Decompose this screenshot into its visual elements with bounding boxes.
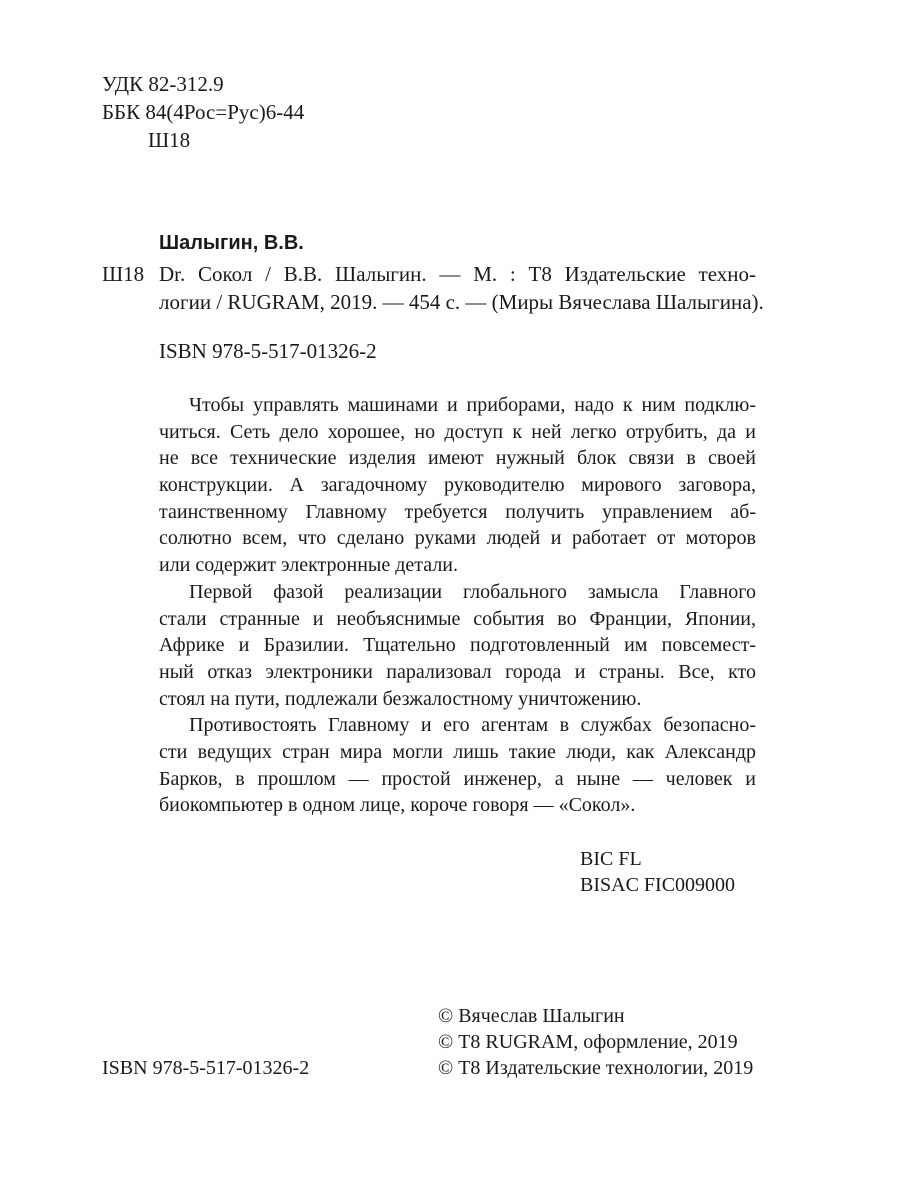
annotation-line: или содержит электронные детали.: [159, 554, 459, 577]
annotation-line: сти ведущих стран мира могли лишь такие люди, как Александр: [159, 740, 756, 763]
annotation-line: ный отказ электроники парализовал города и страны. Все, кто: [159, 660, 756, 683]
bic-code: BIC FL: [580, 848, 642, 870]
annotation-line: Барков, в прошлом — простой инженер, а ныне — человек и: [159, 767, 756, 790]
copyright-line: © Вячеслав Шалыгин: [438, 1005, 625, 1027]
annotation-paragraph: [159, 712, 756, 819]
bbk-code: ББК 84(4Рос=Рус)6-44: [102, 100, 305, 124]
bisac-code: BISAC FIC009000: [580, 874, 736, 896]
annotation: [159, 392, 756, 819]
annotation-line: биокомпьютер в одном лице, короче говоря — «Сокол».: [159, 794, 636, 817]
annotation-line: конструкции. А загадочному руководителю мирового заговора,: [159, 474, 756, 497]
copyright-line: © Т8 Издательские технологии, 2019: [438, 1057, 754, 1079]
annotation-line: стоял на пути, подлежали безжалостному уничтожению.: [159, 687, 642, 710]
annotation-line: читься. Сеть дело хорошее, но доступ к ней легко отрубить, да и: [159, 420, 756, 443]
annotation-line: не все технические изделия имеют нужный блок связи в своей: [159, 447, 756, 470]
udk-code: УДК 82-312.9: [102, 72, 224, 96]
annotation-line: Первой фазой реализации глобального замысла Главного: [189, 580, 756, 603]
annotation-line: Чтобы управлять машинами и приборами, надо к ним подклю-: [189, 394, 756, 416]
bibliographic-record: [159, 260, 764, 316]
copyright-line: © Т8 RUGRAM, оформление, 2019: [438, 1031, 738, 1053]
annotation-line: солютно всем, что сделано руками людей и работает от моторов: [159, 527, 756, 550]
annotation-line: Африке и Бразилии. Тщательно подготовленный им повсемест-: [159, 634, 756, 657]
annotation-paragraph: [159, 392, 756, 579]
bibliographic-line: логии / RUGRAM, 2019. — 454 с. — (Миры Вячеслава Шалыгина).: [159, 290, 764, 314]
author-sign-left: Ш18: [102, 262, 145, 286]
bibliographic-author: Шалыгин, В.В.: [159, 232, 304, 254]
bibliographic-line: Dr. Сокол / В.В. Шалыгин. — М. : Т8 Издательские техно-: [159, 262, 756, 286]
isbn-record: ISBN 978-5-517-01326-2: [159, 339, 377, 363]
footer-isbn: ISBN 978-5-517-01326-2: [102, 1057, 310, 1079]
annotation-line: таинственному Главному требуется получить управлением аб-: [159, 500, 756, 523]
annotation-paragraph: [159, 579, 756, 712]
annotation-line: стали странные и необъяснимые события во Франции, Японии,: [159, 607, 756, 630]
author-sign-top: Ш18: [148, 128, 191, 152]
annotation-line: Противостоять Главному и его агентам в службах безопасно-: [189, 714, 756, 737]
